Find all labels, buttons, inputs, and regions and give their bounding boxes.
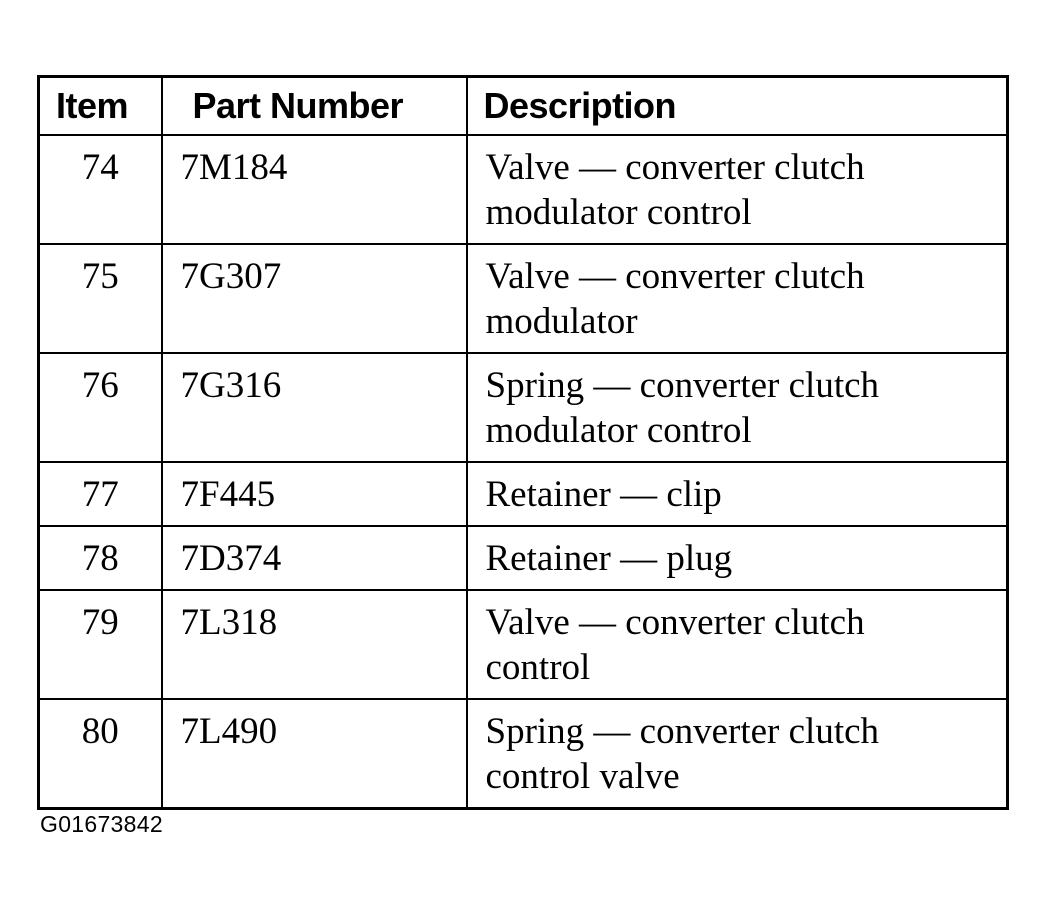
part-number-cell: 7D374 [162, 526, 467, 590]
item-number-cell: 75 [39, 244, 162, 353]
description-line: Spring — converter clutch [485, 365, 880, 406]
description-line: control [485, 647, 591, 688]
description-cell [467, 590, 1008, 699]
parts-table [37, 75, 1009, 810]
description-cell [467, 353, 1008, 462]
description-line: Retainer — plug [485, 538, 733, 579]
table-row [39, 244, 1008, 353]
table-header-row [39, 77, 1008, 136]
item-number-cell: 77 [39, 462, 162, 526]
part-number-cell: 7L318 [162, 590, 467, 699]
column-header-item: Item [39, 77, 162, 136]
description-line: Retainer — clip [485, 474, 722, 515]
description-line: Valve — converter clutch [485, 147, 865, 188]
description-line: modulator control [485, 192, 752, 233]
description-line: Valve — converter clutch [485, 256, 865, 297]
part-number-cell: 7M184 [162, 135, 467, 244]
table-row [39, 526, 1008, 590]
table-row [39, 590, 1008, 699]
item-number-cell: 74 [39, 135, 162, 244]
description-cell [467, 526, 1008, 590]
part-number-cell: 7G307 [162, 244, 467, 353]
item-number-cell: 78 [39, 526, 162, 590]
table-row [39, 135, 1008, 244]
figure-id: G01673842 [40, 811, 163, 837]
description-line: control valve [485, 756, 680, 797]
item-number-cell: 79 [39, 590, 162, 699]
description-cell [467, 135, 1008, 244]
part-number-cell: 7L490 [162, 699, 467, 809]
description-line: Spring — converter clutch [485, 711, 880, 752]
item-number-cell: 76 [39, 353, 162, 462]
column-header-part-number: Part Number [162, 77, 467, 136]
table-row [39, 462, 1008, 526]
table-body [39, 135, 1008, 809]
table-row [39, 699, 1008, 809]
description-cell [467, 244, 1008, 353]
description-cell [467, 699, 1008, 809]
item-number-cell: 80 [39, 699, 162, 809]
description-line: modulator control [485, 410, 752, 451]
part-number-cell: 7F445 [162, 462, 467, 526]
column-header-description: Description [467, 77, 1008, 136]
part-number-cell: 7G316 [162, 353, 467, 462]
description-line: modulator [485, 301, 638, 342]
description-line: Valve — converter clutch [485, 602, 865, 643]
description-cell [467, 462, 1008, 526]
table-row [39, 353, 1008, 462]
